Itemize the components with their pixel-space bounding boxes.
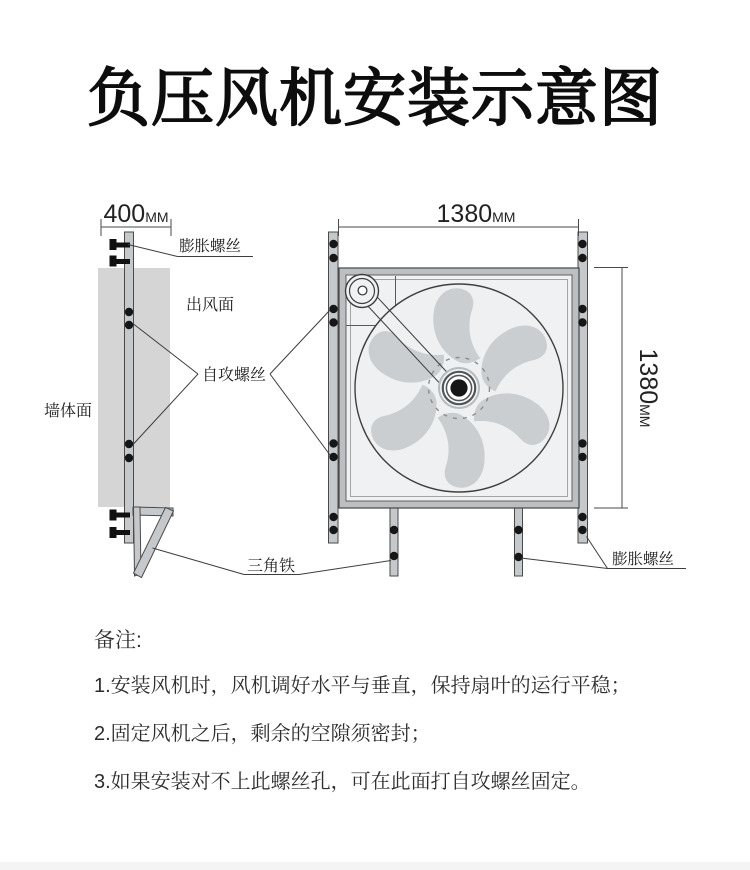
expansion-screw-top-label: 膨胀螺丝 bbox=[179, 238, 242, 255]
self-tapping-screw-label: 自攻螺丝 bbox=[202, 367, 267, 384]
air-outlet-face-label: 出风面 bbox=[186, 297, 235, 314]
triangle-iron-label: 三角铁 bbox=[247, 558, 296, 575]
wall-face-label: 墙体面 bbox=[44, 403, 93, 420]
callout-expansion-screw-bottom bbox=[521, 537, 686, 569]
front-left-leg bbox=[390, 508, 398, 576]
front-view bbox=[329, 200, 663, 576]
notes-heading: 备注: bbox=[94, 629, 142, 652]
page-title: 负压风机安装示意图 bbox=[87, 64, 663, 134]
callout-triangle-iron bbox=[153, 548, 392, 575]
dimension-fan-height-text: 1380MM bbox=[634, 348, 662, 428]
dimension-fan-height bbox=[594, 268, 662, 509]
callout-expansion-screw-top bbox=[128, 237, 253, 257]
dimension-fan-width bbox=[339, 200, 579, 236]
note-item-2: 2.固定风机之后，剩余的空隙须密封； bbox=[94, 723, 431, 746]
leg-screw-dots bbox=[390, 526, 523, 561]
bottom-strip bbox=[0, 862, 750, 870]
fan-hub bbox=[439, 368, 479, 408]
side-flange-bar bbox=[125, 232, 134, 543]
note-item-1: 1.安装风机时，风机调好水平与垂直，保持扇叶的运行平稳； bbox=[94, 675, 631, 698]
front-left-bar bbox=[329, 232, 339, 543]
dimension-fan-width-text: 1380MM bbox=[436, 200, 516, 228]
dimension-wall-depth-text: 400MM bbox=[103, 200, 169, 228]
side-view bbox=[98, 200, 174, 578]
dimension-wall-depth bbox=[101, 200, 171, 236]
motor-pulley bbox=[346, 275, 379, 308]
triangle-iron-bracket bbox=[133, 507, 174, 578]
note-item-3: 3.如果安装对不上此螺丝孔，可在此面打自攻螺丝固定。 bbox=[94, 771, 591, 794]
notes-section bbox=[94, 628, 631, 818]
front-right-leg bbox=[515, 508, 523, 576]
expansion-screw-bottom-label: 膨胀螺丝 bbox=[612, 551, 675, 568]
